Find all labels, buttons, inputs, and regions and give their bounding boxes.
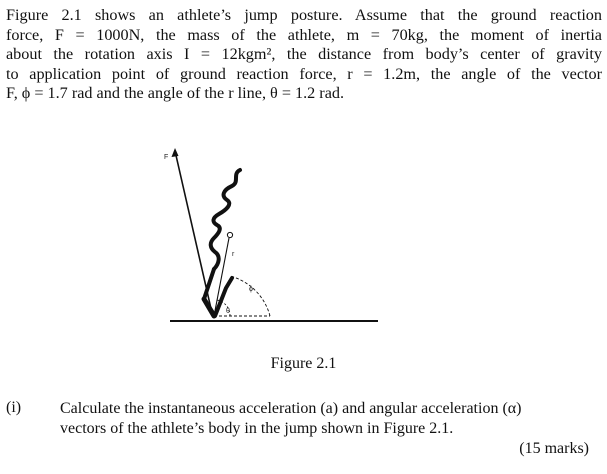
theta-label: θ <box>226 308 230 315</box>
statement-line-1: Figure 2.1 shows an athlete’s jump posture. Assume that the ground reaction <box>6 6 602 24</box>
force-label: F <box>164 154 169 161</box>
statement-line-4: to application point of ground reaction force, r = 1.2m, the angle of the vector <box>6 64 602 83</box>
jump-posture-diagram <box>164 148 385 328</box>
question-line-1: Calculate the instantaneous acceleration (a) and angular acceleration (α) <box>60 400 522 417</box>
center-of-gravity-dot <box>227 232 232 237</box>
r-label: r <box>232 251 235 258</box>
statement-line-3: about the rotation axis I = 12kgm², the distance from body’s center of gravity <box>6 45 602 64</box>
force-vector-arrowhead <box>172 148 179 157</box>
question-text <box>60 399 590 439</box>
statement-line-2: force, F = 1000N, the mass of the athlete, m = 70kg, the moment of inertia <box>6 25 602 44</box>
phi-label: ϕ <box>249 286 253 293</box>
question-number: (i) <box>6 399 22 416</box>
problem-statement <box>6 6 602 104</box>
marks-label: (15 marks) <box>519 440 589 457</box>
phi-angle-arc <box>230 276 270 316</box>
jump-posture-figure <box>164 148 385 328</box>
statement-line-5: F, ϕ = 1.7 rad and the angle of the r line, θ = 1.2 rad. <box>6 84 345 103</box>
question-line-2: vectors of the athlete’s body in the jump shown in Figure 2.1. <box>60 420 454 437</box>
figure-caption: Figure 2.1 <box>270 355 337 372</box>
